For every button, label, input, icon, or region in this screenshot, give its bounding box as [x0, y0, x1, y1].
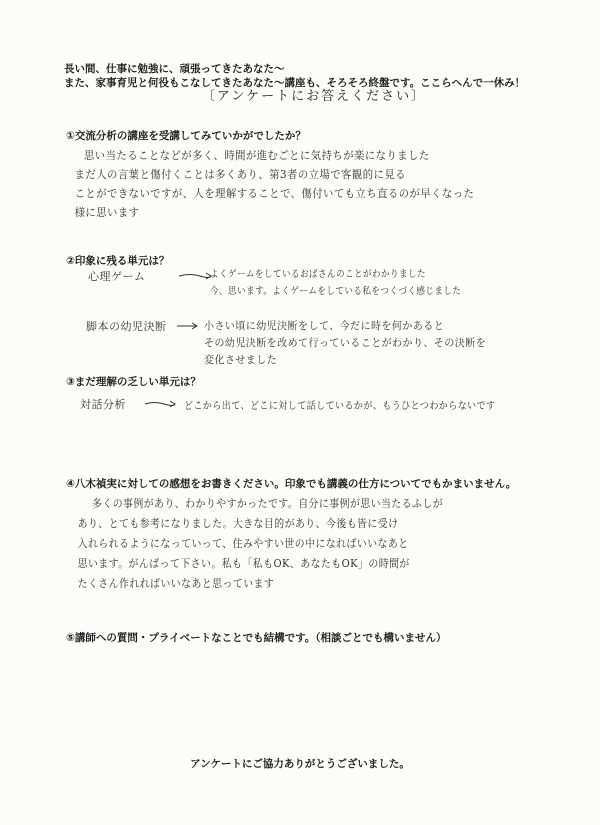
intro-line-1: 長い間、仕事に勉強に、頑張ってきたあなた〜 — [64, 63, 285, 75]
impression-line: 変化させました — [204, 354, 278, 366]
arrow-icon — [144, 400, 176, 408]
answer-1 — [74, 146, 475, 222]
intro-line-2: また、家事育児と何役もこなしてきたあなた〜講座も、そろそろ終盤です。ここらへんで一休み！ — [64, 77, 526, 89]
question-3: ③まだ理解の乏しい単元は？ — [66, 376, 201, 388]
impression-item-1-label: 心理ゲーム — [88, 270, 146, 283]
thank-you-message: アンケートにご協力ありがとうございました。 — [190, 758, 410, 770]
question-4: ④八木禎実に対しての感想をお書きください。印象でも講義の仕方についてでもかまいません。 — [66, 478, 517, 490]
arrow-icon — [178, 272, 212, 280]
question-5: ⑤講師への質問・プライベートなことでも結構です。（相談ごとでも構いません） — [66, 632, 447, 644]
intro-block — [64, 62, 564, 104]
answer-4-line: 思います。がんばって下さい。私も「私もOK、あなたもOK」の時間が — [77, 557, 410, 570]
unclear-item-label: 対話分析 — [80, 398, 126, 411]
impression-item-2-label: 脚本の幼児決断 — [86, 320, 167, 333]
impression-item-1-text — [210, 266, 461, 300]
answer-1-line: ことができないですが、人を理解することで、傷付いても立ち直るのが早くなった — [74, 187, 475, 200]
impression-item-1 — [88, 268, 146, 284]
answer-4-line: 多くの事例があり、わかりやすかったです。自分に事例が思い当たるふしが — [92, 497, 444, 510]
impression-line: 今、思います。よくゲームをしている私をつくづく感じました — [210, 286, 462, 297]
impression-item-2 — [86, 318, 167, 334]
answer-1-line: まだ人の言葉と傷付くことは多くあり、第3者の立場で客観的に見る — [74, 168, 406, 181]
impression-line: よくゲームをしているおばさんのことがわかりました — [210, 269, 427, 280]
impression-line: 小さい頃に幼児決断をして、今だに時を何かあると — [204, 320, 445, 332]
impression-line: その幼児決断を改めて行っていることがわかり、その決断を — [204, 337, 487, 349]
answer-4 — [77, 494, 444, 594]
unclear-item-text: どこから出て、どこに対して話しているかが、もうひとつわからないです — [184, 401, 496, 412]
answer-1-line: 様に思います — [74, 206, 140, 219]
answer-4-line: あり、とても参考になりました。大きな目的があり、今後も皆に受け — [77, 517, 399, 530]
answer-1-line: 思い当たることなどが多く、時間が進むごとに気持ちが楽になりました — [84, 149, 430, 162]
question-2: ②印象に残る単元は？ — [66, 255, 170, 267]
answer-4-line: 入れられるようになっていって、住みやすい世の中になればいいなあと — [77, 537, 409, 550]
answer-4-line: たくさん作れればいいなあと思っています — [77, 577, 275, 590]
arrow-icon — [176, 322, 198, 330]
impression-item-2-text — [204, 318, 486, 369]
survey-title: 〔アンケートにお答えください〕 — [201, 89, 427, 104]
question-1: ①交流分析の講座を受講してみていかがでしたか？ — [66, 130, 306, 142]
